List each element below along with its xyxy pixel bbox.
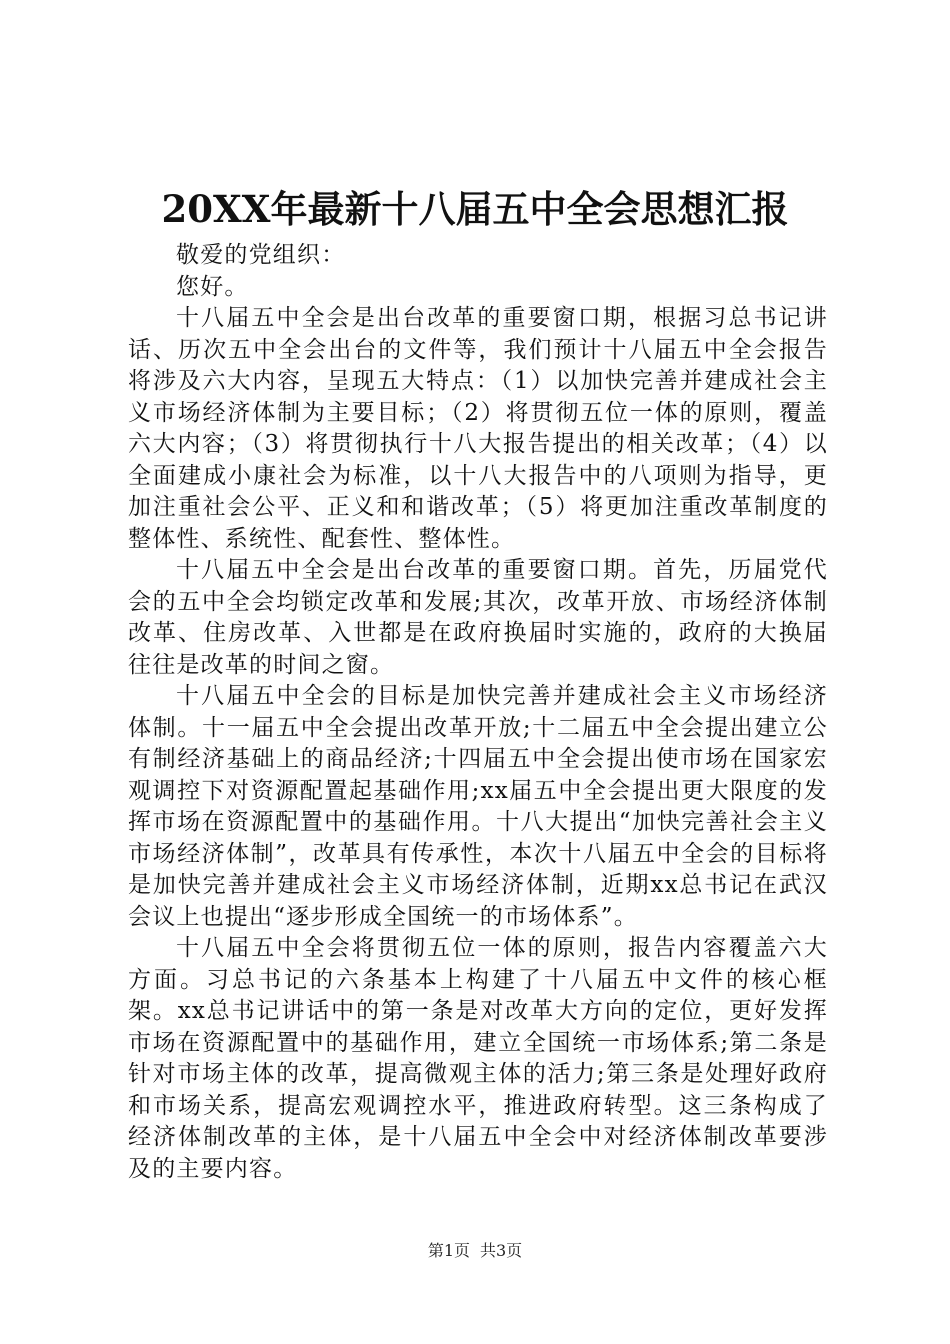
page-number: 第1页 xyxy=(427,1241,470,1260)
paragraph-1: 十八届五中全会是出台改革的重要窗口期，根据习总书记讲话、历次五中全会出台的文件等，我们预计十八届五中全会报告将涉及六大内容，呈现五大特点：（1）以加快完善并建成社会主义市场经济体制为主要目标；（2）将贯彻五位一体的原则，覆盖六大内容；（3）将贯彻执行十八大报告提出的相关改革；（4）以全面建成小康社会为标准，以十八大报告中的八项则为指导，更加注重社会公平、正义和和谐改革；（5）将更加注重改革制度的整体性、系统性、配套性、整体性。 xyxy=(128,305,828,552)
page-total: 共3页 xyxy=(480,1241,523,1260)
document-title: 20XX年最新十八届五中全会思想汇报 xyxy=(161,187,789,231)
greeting: 您好。 xyxy=(176,273,249,300)
document-body xyxy=(128,240,828,1185)
paragraph-3: 十八届五中全会的目标是加快完善并建成社会主义市场经济体制。十一届五中全会提出改革开放;十二届五中全会提出建立公有制经济基础上的商品经济;十四届五中全会提出使市场在国家宏观调控下对资源配置起基础作用;xx届五中全会提出更大限度的发挥市场在资源配置中的基础作用。十八大提出“加快完善社会主义市场经济体制”，改革具有传承性，本次十八届五中全会的目标将是加快完善并建成社会主义市场经济体制，近期xx总书记在武汉会议上也提出“逐步形成全国统一的市场体系”。 xyxy=(128,683,828,930)
paragraph-2: 十八届五中全会是出台改革的重要窗口期。首先，历届党代会的五中全会均锁定改革和发展;其次，改革开放、市场经济体制改革、住房改革、入世都是在政府换届时实施的，政府的大换届往往是改革的时间之窗。 xyxy=(128,557,828,678)
page-footer xyxy=(0,1240,950,1262)
salutation: 敬爱的党组织： xyxy=(176,242,346,268)
paragraph-4: 十八届五中全会将贯彻五位一体的原则，报告内容覆盖六大方面。习总书记的六条基本上构建了十八届五中文件的核心框架。xx总书记讲话中的第一条是对改革大方向的定位，更好发挥市场在资源配置中的基础作用，建立全国统一市场体系;第二条是针对市场主体的改革，提高微观主体的活力;第三条是处理好政府和市场关系，提高宏观调控水平，推进政府转型。这三条构成了经济体制改革的主体，是十八届五中全会中对经济体制改革要涉及的主要内容。 xyxy=(128,935,828,1182)
